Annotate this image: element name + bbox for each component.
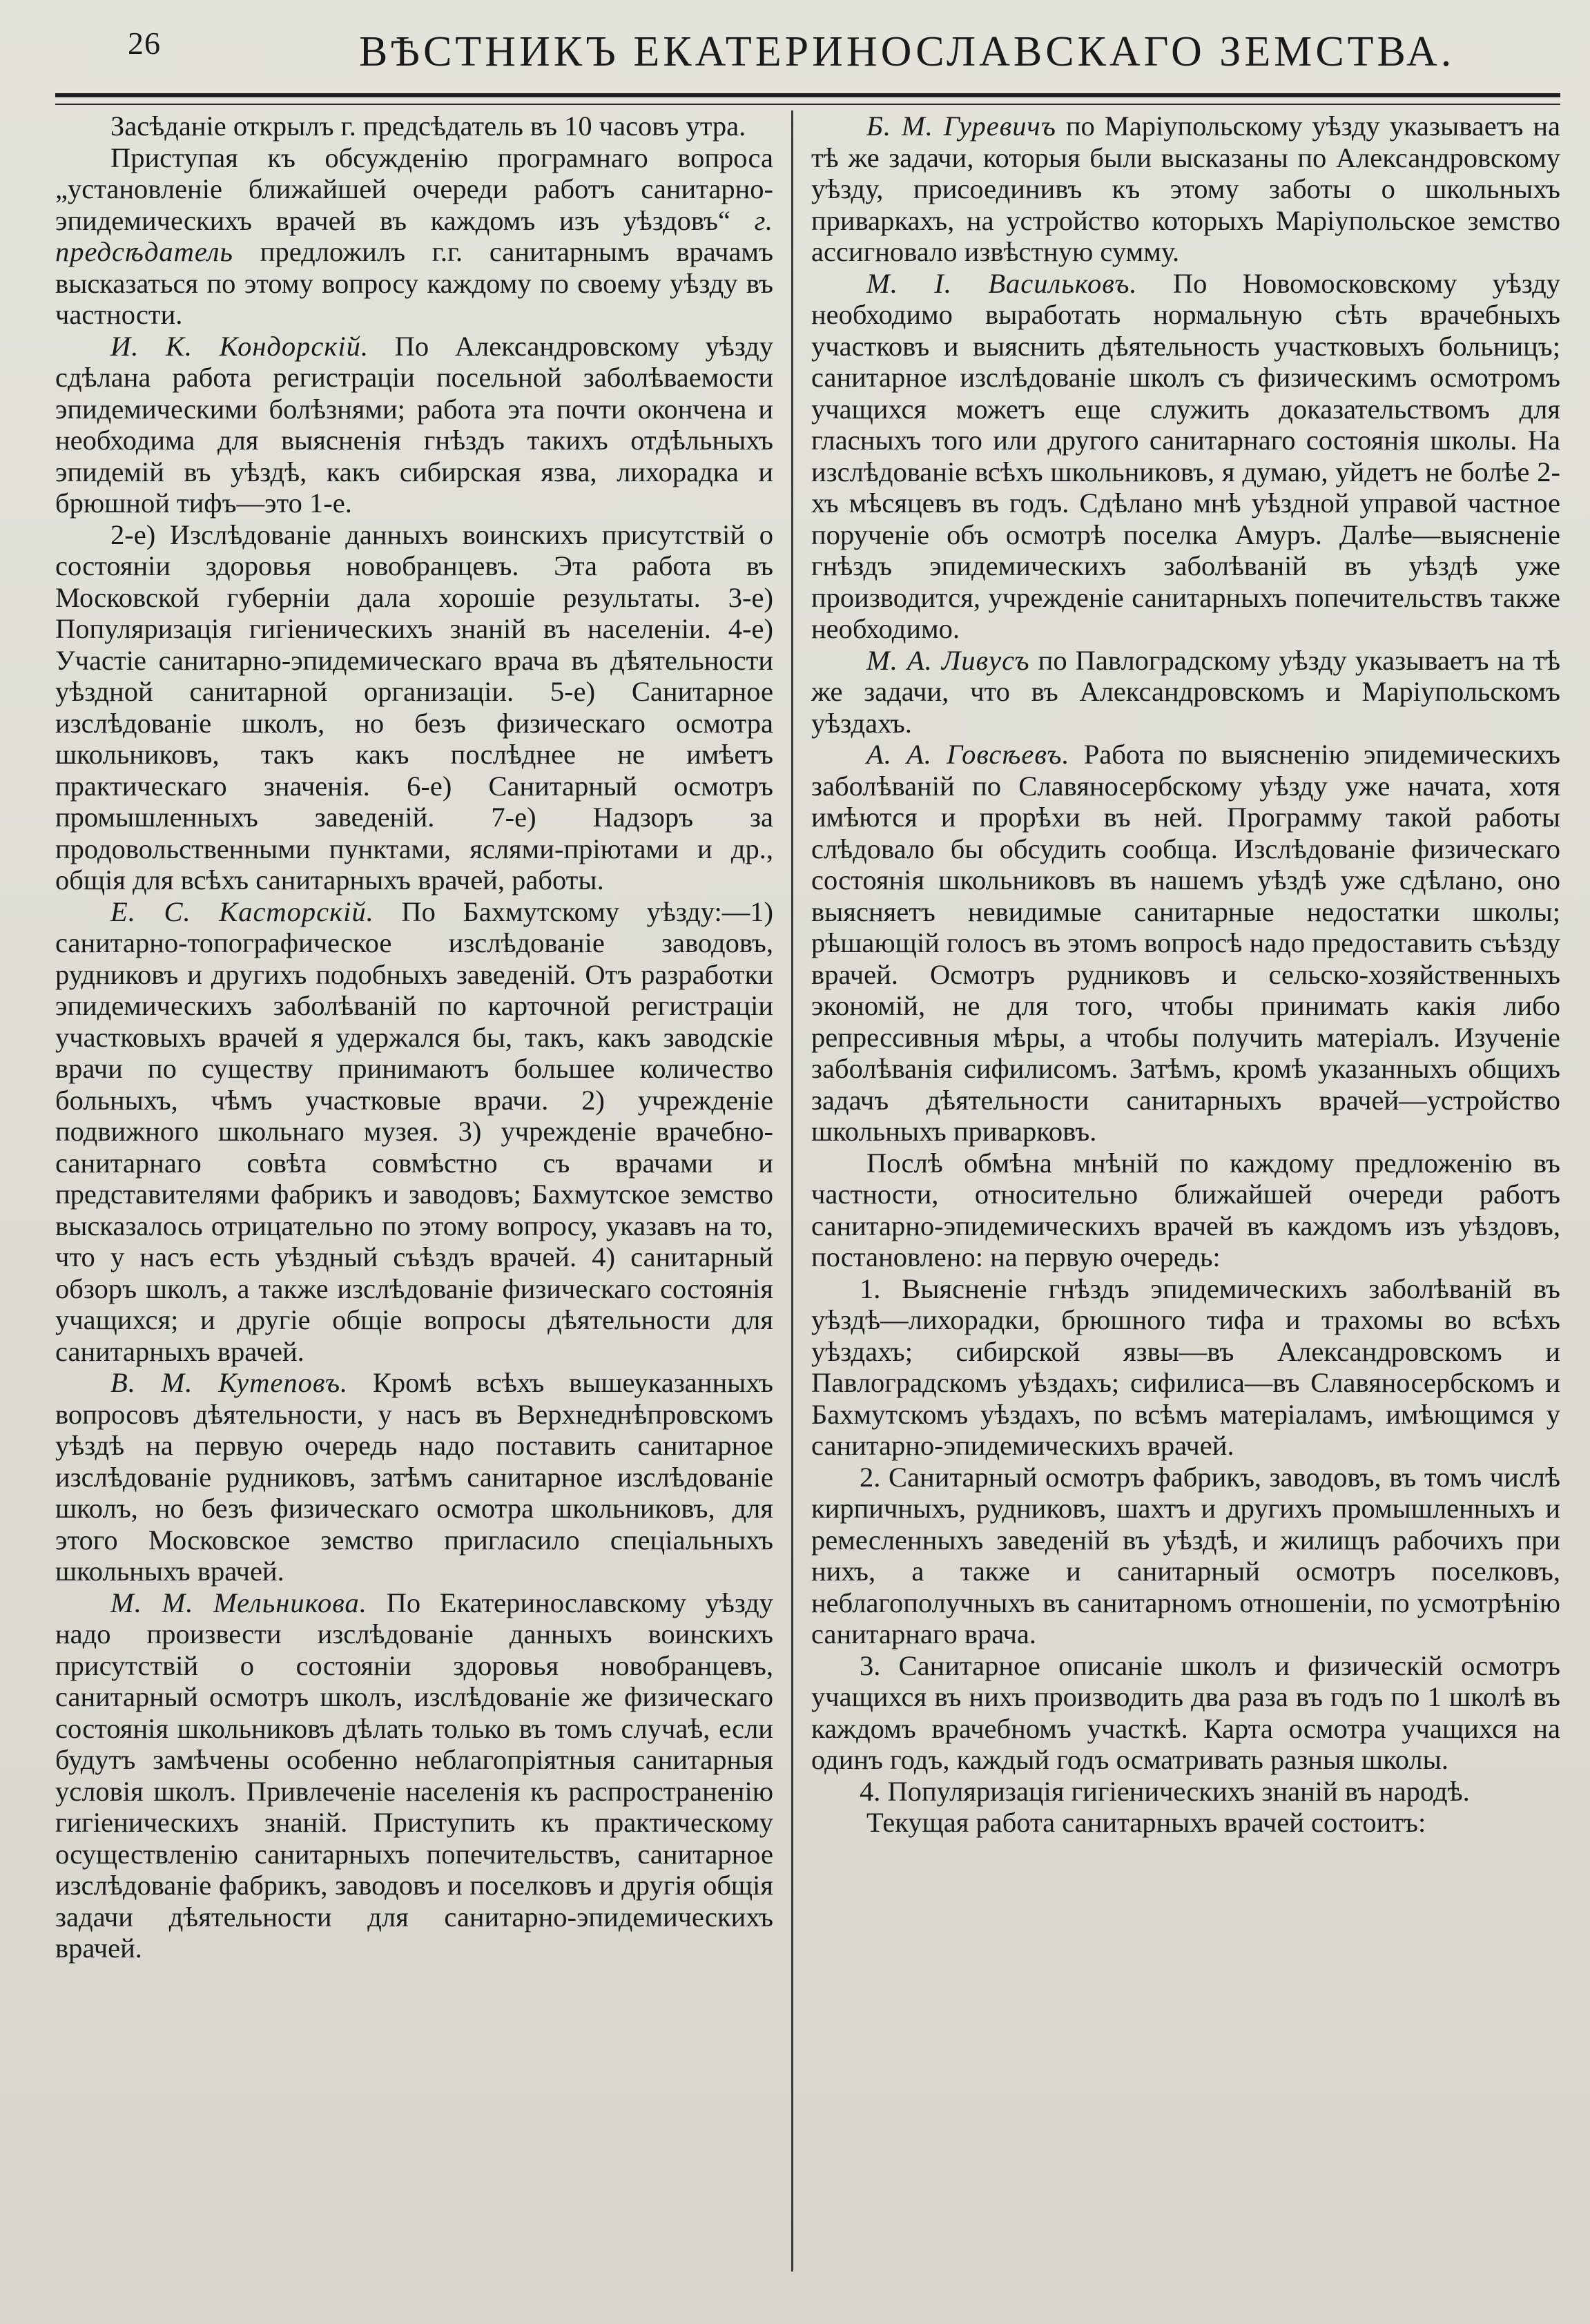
paragraph bbox=[811, 110, 1560, 268]
speaker-name: М. М. Мельникова. bbox=[110, 1587, 367, 1618]
paragraph: 2-е) Изслѣдованіе данныхъ воинскихъ присутствій о состояніи здоровья новобранцевъ. Эта работа въ Московской губерніи дала хорошіе результаты. 3-е) Популяризація гигіеническихъ знаній въ населеніи. 4-е) Участіе санитарно-эпидемическаго врача въ дѣятельности уѣздной санитарной организаціи. 5-е) Санитарное изслѣдованіе школъ, но безъ физическаго осмотра школьниковъ, такъ какъ послѣднее не имѣетъ практическаго значенія. 6-е) Санитарный осмотръ промышленныхъ заведеній. 7-е) Надзоръ за продовольственными пунктами, яслями-пріютами и др., общія для всѣхъ санитарныхъ врачей, работы. bbox=[55, 519, 773, 895]
paragraph bbox=[55, 896, 773, 1368]
left-column bbox=[55, 110, 773, 2237]
paragraph: Засѣданіе открылъ г. предсѣдатель въ 10 часовъ утра. bbox=[110, 110, 746, 142]
paragraph bbox=[811, 645, 1560, 739]
paragraph: Послѣ обмѣна мнѣній по каждому предложенію въ частности, относительно ближайшей очереди работъ санитарно-эпидемическихъ врачей въ каждомъ изъ уѣздовъ, постановлено: на первую очередь: bbox=[811, 1147, 1560, 1272]
speaker-name: г. предсѣдатель bbox=[55, 204, 773, 267]
text: Приступая къ обсужденію програмнаго вопроса „установленіе ближайшей очереди работъ санитарно-эпидемическихъ врачей въ каждомъ изъ уѣздовъ“ bbox=[55, 142, 773, 236]
speaker-name: М. А. Ливусъ bbox=[866, 644, 1030, 676]
speaker-name: А. А. Говсѣевъ. bbox=[866, 739, 1070, 770]
page-header bbox=[0, 0, 1590, 104]
paragraph bbox=[55, 331, 773, 519]
header-rule-thick bbox=[55, 93, 1560, 97]
paragraph bbox=[811, 739, 1560, 1148]
speaker-name: Е. С. Касторскій. bbox=[110, 895, 374, 927]
list-item: 4. Популяризація гигіеническихъ знаній въ народѣ. bbox=[860, 1775, 1470, 1807]
text: Кромѣ всѣхъ вышеуказанныхъ вопросовъ дѣятельности, у насъ въ Верхнеднѣпровскомъ уѣздѣ на первую очередь надо поставить санитарное изслѣдованіе рудниковъ, затѣмъ санитарное изслѣдованіе школъ, но безъ физическаго осмотра школьниковъ, для этого Московское земство пригласило спеціальныхъ школьныхъ врачей. bbox=[55, 1367, 773, 1587]
list-item: 1. Выясненіе гнѣздъ эпидемическихъ заболѣваній въ уѣздѣ—лихорадки, брюшного тифа и трахомы во всѣхъ уѣздахъ; сибирской язвы—въ Александровскомъ и Павлоградскомъ уѣздахъ; сифилиса—въ Славяносербскомъ и Бахмутскомъ уѣздахъ, по всѣмъ матеріаламъ, имѣющимся у санитарно-эпидемическихъ врачей. bbox=[811, 1272, 1560, 1461]
text: По Екатеринославскому уѣзду надо произвести изслѣдованіе данныхъ воинскихъ присутствій о состояніи здоровья новобранцевъ, санитарный осмотръ школъ, изслѣдованіе же физическаго состоянія школьниковъ дѣлать только въ томъ случаѣ, если будутъ замѣчены особенно неблагопріятныя санитарныя условія школъ. Привлеченіе населенія къ распространенію гигіеническихъ знаній. Приступить къ практическому осуществленію санитарныхъ попечительствъ, санитарное изслѣдованіе фабрикъ, заводовъ и поселковъ и другія общія задачи дѣятельности для санитарно-эпидемическихъ врачей. bbox=[55, 1587, 773, 1964]
page-number: 26 bbox=[128, 26, 161, 61]
right-column bbox=[811, 110, 1560, 2265]
speaker-name: И. К. Кондорскій. bbox=[110, 330, 369, 362]
text: по Павлоградскому уѣзду указываетъ на тѣ же задачи, что въ Александровскомъ и Маріупольскомъ уѣздахъ. bbox=[811, 644, 1560, 739]
text: По Новомосковскому уѣзду необходимо выработать нормальную сѣть врачебныхъ участковъ и выяснить дѣятельность участковыхъ больницъ; санитарное изслѣдованіе школъ съ физическимъ осмотромъ учащихся можетъ еще служить доказательствомъ для гласныхъ того или другого санитарнаго состоянія школы. На изслѣдованіе всѣхъ школьниковъ, я думаю, уйдетъ не болѣе 2-хъ мѣсяцевъ въ годъ. Сдѣлано мнѣ уѣздной управой частное порученіе объ осмотрѣ поселка Амуръ. Далѣе—выясненіе гнѣздъ эпидемическихъ заболѣваній въ уѣздѣ уже производится, учрежденіе санитарныхъ попечительствъ также необходимо. bbox=[811, 267, 1560, 644]
paragraph bbox=[55, 142, 773, 331]
paragraph: Текущая работа санитарныхъ врачей состоитъ: bbox=[866, 1807, 1426, 1838]
text: Работа по выясненію эпидемическихъ заболѣваній по Славяносербскому уѣзду уже начата, хотя имѣются и прорѣхи въ ней. Программу такой работы слѣдовало бы обсудить сообща. Изслѣдованіе физическаго состоянія школьниковъ въ нашемъ уѣздѣ уже сдѣлано, оно выясняетъ невидимые санитарные недостатки школы; рѣшающій голосъ въ этомъ вопросѣ надо предоставить съѣзду врачей. Осмотръ рудниковъ и сельско-хозяйственныхъ экономій, не для того, чтобы принимать какія либо репрессивныя мѣры, а чтобы получить матеріалъ. Изученіе заболѣванія сифилисомъ. Затѣмъ, кромѣ указанныхъ общихъ задачъ дѣятельности санитарныхъ врачей—устройство школьныхъ приварковъ. bbox=[811, 739, 1560, 1147]
paragraph bbox=[55, 1367, 773, 1587]
text: По Бахмутскому уѣзду:—1) санитарно-топографическое изслѣдованіе заводовъ, рудниковъ и другихъ подобныхъ заведеній. Отъ разработки эпидемическихъ заболѣваній по карточной регистраціи участковыхъ врачей я удержался бы, такъ, какъ заводскіе врачи по существу принимаютъ большее количество больныхъ, чѣмъ участковые врачи. 2) учрежденіе подвижного школьнаго музея. 3) учрежденіе врачебно-санитарнаго совѣта совмѣстно съ врачами и представителями фабрикъ и заводовъ; Бахмутское земство высказалось отрицательно по этому вопросу, указавъ на то, что у насъ есть уѣздный съѣздъ врачей. 4) санитарный обзоръ школъ, а также изслѣдованіе физическаго состоянія учащихся; и другіе общіе вопросы дѣятельности для санитарныхъ врачей. bbox=[55, 895, 773, 1367]
header-rule-thin bbox=[55, 104, 1560, 105]
column-divider bbox=[791, 110, 793, 2272]
speaker-name: В. М. Кутеповъ. bbox=[110, 1367, 349, 1398]
paragraph bbox=[55, 1587, 773, 1964]
paragraph bbox=[811, 268, 1560, 645]
list-item: 3. Санитарное описаніе школъ и физическій осмотръ учащихся въ нихъ производить два раза въ годъ по 1 школѣ въ каждомъ врачебномъ участкѣ. Карта осмотра учащихся на одинъ годъ, каждый годъ осматривать разныя школы. bbox=[811, 1649, 1560, 1775]
text: предложилъ г.г. санитарнымъ врачамъ высказаться по этому вопросу каждому по своему уѣзду въ частности. bbox=[55, 236, 773, 330]
journal-title: ВѢСТНИКЪ ЕКАТЕРИНОСЛАВСКАГО ЗЕМСТВА. bbox=[359, 28, 1455, 75]
list-item: 2. Санитарный осмотръ фабрикъ, заводовъ, въ томъ числѣ кирпичныхъ, рудниковъ, шахтъ и другихъ промышленныхъ и ремесленныхъ заведеній въ уѣздѣ, и жилищъ рабочихъ при нихъ, а также и санитарный осмотръ поселковъ, неблагополучныхъ въ санитарномъ отношеніи, по усмотрѣнію санитарнаго врача. bbox=[811, 1461, 1560, 1649]
text: по Маріупольскому уѣзду указываетъ на тѣ же задачи, которыя были высказаны по Александровскому уѣзду, присоединивъ къ этому заботы о школьныхъ приваркахъ, на устройство которыхъ Маріупольское земство ассигновало извѣстную сумму. bbox=[811, 110, 1560, 267]
speaker-name: Б. М. Гуревичъ bbox=[866, 110, 1056, 142]
text: По Александровскому уѣзду сдѣлана работа регистраціи посельной заболѣваемости эпидемическими болѣзнями; работа эта почти окончена и необходима для выясненія гнѣздъ такихъ отдѣльныхъ эпидемій въ уѣздѣ, какъ сибирская язва, лихорадка и брюшной тифъ—это 1-е. bbox=[55, 330, 774, 519]
speaker-name: М. І. Васильковъ. bbox=[866, 267, 1138, 299]
